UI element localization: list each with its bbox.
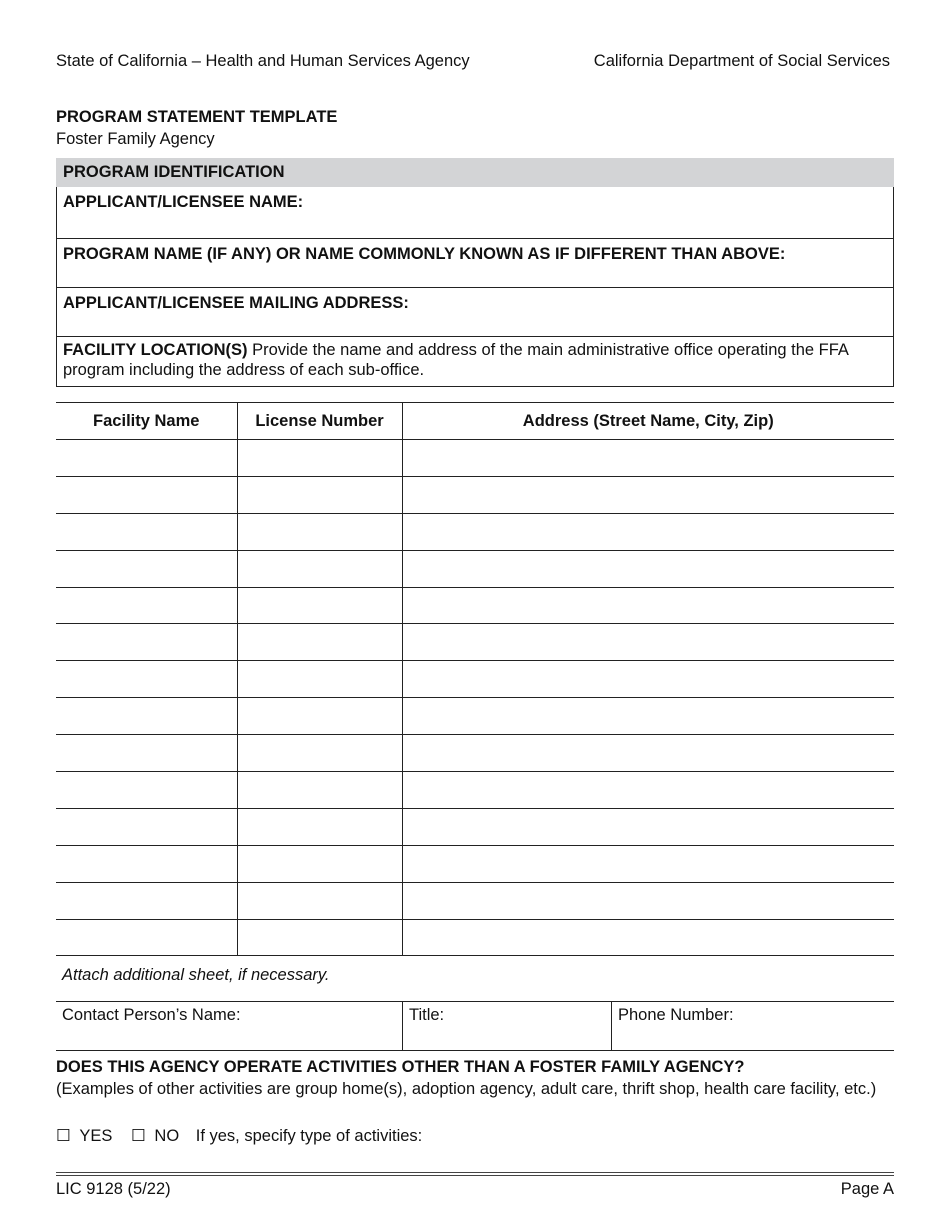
address-cell[interactable]	[402, 919, 894, 956]
section-heading: PROGRAM IDENTIFICATION	[56, 158, 894, 187]
program-name-label: PROGRAM NAME (IF ANY) OR NAME COMMONLY KNOWN AS IF DIFFERENT THAN ABOVE:	[63, 245, 786, 263]
address-cell[interactable]	[402, 882, 894, 919]
facility-name-cell[interactable]	[56, 476, 237, 513]
license-number-cell[interactable]	[237, 476, 402, 513]
license-number-cell[interactable]	[237, 808, 402, 845]
column-header-license-number: License Number	[237, 403, 402, 440]
table-row	[56, 587, 894, 624]
contact-title-label: Title:	[409, 1006, 445, 1024]
contact-phone-field[interactable]	[612, 1002, 894, 1050]
facility-name-cell[interactable]	[56, 624, 237, 661]
table-row	[56, 772, 894, 809]
address-cell[interactable]	[402, 624, 894, 661]
facility-name-cell[interactable]	[56, 919, 237, 956]
table-row	[56, 735, 894, 772]
table-header-row	[56, 403, 894, 440]
facility-name-cell[interactable]	[56, 735, 237, 772]
license-number-cell[interactable]	[237, 587, 402, 624]
facility-name-cell[interactable]	[56, 661, 237, 698]
license-number-cell[interactable]	[237, 513, 402, 550]
license-number-cell[interactable]	[237, 845, 402, 882]
facility-location-row	[57, 337, 893, 385]
contact-name-field[interactable]	[56, 1002, 403, 1050]
facility-name-cell[interactable]	[56, 513, 237, 550]
address-cell[interactable]	[402, 698, 894, 735]
contact-phone-label: Phone Number:	[618, 1006, 734, 1024]
other-activities-question	[56, 1057, 894, 1100]
question-examples: (Examples of other activities are group home(s), adoption agency, adult care, thrift shop, health care facility, etc.)	[56, 1080, 877, 1098]
facility-name-cell[interactable]	[56, 587, 237, 624]
footer-rule-bottom	[56, 1175, 894, 1176]
table-row	[56, 698, 894, 735]
facility-table	[56, 402, 894, 956]
form-number: LIC 9128 (5/22)	[56, 1180, 171, 1198]
table-row	[56, 845, 894, 882]
column-header-facility-name: Facility Name	[56, 403, 237, 440]
facility-name-cell[interactable]	[56, 550, 237, 587]
yes-checkbox[interactable]: ☐	[56, 1127, 71, 1145]
facility-name-cell[interactable]	[56, 772, 237, 809]
table-row	[56, 440, 894, 477]
facility-location-label: FACILITY LOCATION(S)	[63, 341, 248, 359]
program-name-field[interactable]	[57, 239, 893, 288]
address-cell[interactable]	[402, 476, 894, 513]
address-cell[interactable]	[402, 772, 894, 809]
address-cell[interactable]	[402, 550, 894, 587]
facility-location-text: Provide the name and address of the main administrative office operating the FFA program including the address of each sub-office.	[63, 341, 849, 379]
table-row	[56, 919, 894, 956]
license-number-cell[interactable]	[237, 440, 402, 477]
table-row	[56, 550, 894, 587]
address-cell[interactable]	[402, 845, 894, 882]
mailing-address-label: APPLICANT/LICENSEE MAILING ADDRESS:	[63, 294, 409, 312]
address-cell[interactable]	[402, 513, 894, 550]
license-number-cell[interactable]	[237, 624, 402, 661]
applicant-name-field[interactable]	[57, 187, 893, 239]
footer-rule-top	[56, 1172, 894, 1173]
facility-name-cell[interactable]	[56, 698, 237, 735]
header-department: California Department of Social Services	[593, 52, 890, 70]
facility-name-cell[interactable]	[56, 882, 237, 919]
page-number: Page A	[840, 1180, 894, 1198]
no-checkbox[interactable]: ☐	[131, 1127, 146, 1145]
contact-name-label: Contact Person’s Name:	[62, 1006, 241, 1024]
address-cell[interactable]	[402, 808, 894, 845]
license-number-cell[interactable]	[237, 772, 402, 809]
table-row	[56, 661, 894, 698]
address-cell[interactable]	[402, 440, 894, 477]
mailing-address-field[interactable]	[57, 288, 893, 337]
facility-name-cell[interactable]	[56, 808, 237, 845]
applicant-name-label: APPLICANT/LICENSEE NAME:	[63, 193, 304, 211]
table-row	[56, 624, 894, 661]
table-row	[56, 476, 894, 513]
address-cell[interactable]	[402, 735, 894, 772]
address-cell[interactable]	[402, 661, 894, 698]
yes-label: YES	[79, 1127, 113, 1145]
license-number-cell[interactable]	[237, 698, 402, 735]
specify-label: If yes, specify type of activities:	[195, 1127, 423, 1145]
form-title: PROGRAM STATEMENT TEMPLATE	[56, 108, 338, 126]
license-number-cell[interactable]	[237, 919, 402, 956]
attach-note: Attach additional sheet, if necessary.	[62, 966, 330, 984]
header-agency: State of California – Health and Human Services Agency	[56, 52, 470, 70]
license-number-cell[interactable]	[237, 550, 402, 587]
license-number-cell[interactable]	[237, 661, 402, 698]
table-row	[56, 808, 894, 845]
yes-no-row	[56, 1126, 422, 1146]
form-subtitle: Foster Family Agency	[56, 130, 215, 148]
contact-row	[56, 1001, 894, 1051]
facility-name-cell[interactable]	[56, 440, 237, 477]
license-number-cell[interactable]	[237, 735, 402, 772]
column-header-address: Address (Street Name, City, Zip)	[402, 403, 894, 440]
license-number-cell[interactable]	[237, 882, 402, 919]
table-row	[56, 513, 894, 550]
table-row	[56, 882, 894, 919]
address-cell[interactable]	[402, 587, 894, 624]
no-label: NO	[154, 1127, 180, 1145]
question-heading: DOES THIS AGENCY OPERATE ACTIVITIES OTHER THAN A FOSTER FAMILY AGENCY?	[56, 1058, 745, 1076]
contact-title-field[interactable]	[403, 1002, 612, 1050]
facility-name-cell[interactable]	[56, 845, 237, 882]
program-identification-box	[56, 187, 894, 387]
